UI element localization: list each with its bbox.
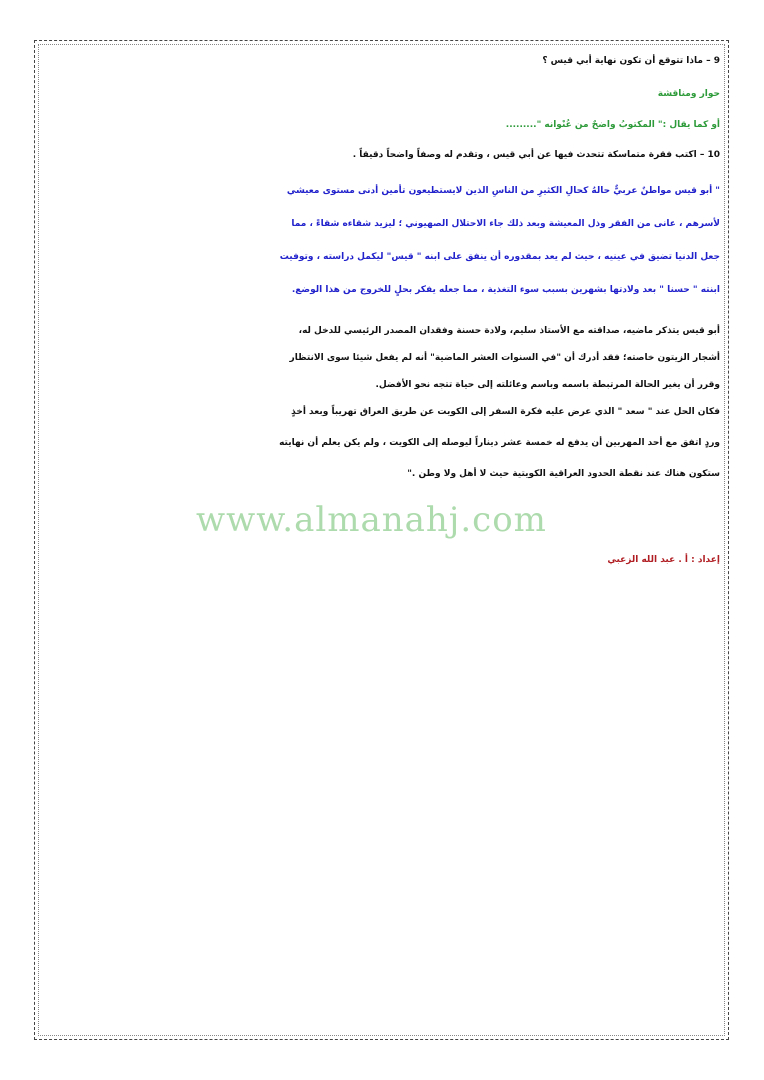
paragraph-line: " أبو قيس مواطنٌ عربيٌّ حالهُ كحالِ الكثيرِ من الناسِ الذين لايستطيعون تأمين أدنى مستوى معيشي — [286, 186, 720, 197]
question-9: 9 – ماذا تتوقع أن تكون نهاية أبي قيس ؟ — [542, 56, 720, 66]
quote-line: أو كما يقال :" المكتوبُ واضحٌ من عُنْوانه "......... — [505, 119, 720, 130]
question-10: 10 – اكتب فقرة متماسكة تتحدث فيها عن أبي قيس ، وتقدم له وصفاً واضحاً دقيقاً . — [352, 150, 720, 161]
paragraph-line: وقرر أن يغير الحالة المرتبطة باسمه وباسم وعائلته إلى حياة تتجه نحو الأفضل. — [375, 380, 720, 391]
worksheet-content — [40, 48, 720, 566]
paragraph-line: لأسرهم ، عانى من الفقر وذل المعيشة وبعد ذلك جاء الاحتلال الصهيوني ؛ ليزيد شقاءه شقاءً ، مما — [291, 219, 720, 230]
section-heading: حوار ومناقشة — [657, 88, 720, 99]
paragraph-line: أشجار الزيتون خاصته؛ فقد أدرك أن "في السنوات العشر الماضية" أنه لم يفعل شيئا سوى الانتظار — [289, 353, 720, 364]
author-credit: إعداد : أ . عبد الله الزعبي — [607, 555, 720, 566]
paragraph-line: ابنته " حسنا " بعد ولادتها بشهرين بسبب سوء التغذية ، مما جعله يفكر بحلٍ للخروج من هذا الوضع. — [291, 285, 720, 296]
paragraph-line: أبو قيس يتذكر ماضيه، صداقته مع الأستاذ سليم، ولادة حسنة وفقدان المصدر الرئيسي للدخل له، — [298, 326, 720, 337]
answer-paragraph-1 — [40, 175, 720, 307]
paragraph-line: فكان الحل عند " سعد " الذي عرض عليه فكرة السفر إلى الكويت عن طريق العراق تهريباً وبعد أخذٍ — [291, 407, 720, 418]
paragraph-line: وردٍ اتفق مع أحد المهربين أن يدفع له خمسة عشر ديناراً ليوصله إلى الكويت ، ولم يكن يعلم أن نهايته — [279, 438, 720, 449]
paragraph-line: جعل الدنيا تضيق في عينيه ، حيث لم يعد بمقدوره أن ينفق على ابنه " قيس" ليكمل دراسته ، وتوفيت — [279, 252, 720, 263]
watermark-text: www.almanahj.com — [196, 500, 547, 540]
answer-paragraph-2 — [40, 321, 720, 396]
paragraph-line: ستكون هناك عند نقطة الحدود العراقية الكويتية حيث لا أهل ولا وطن ." — [407, 469, 720, 480]
answer-paragraph-3 — [40, 402, 720, 485]
